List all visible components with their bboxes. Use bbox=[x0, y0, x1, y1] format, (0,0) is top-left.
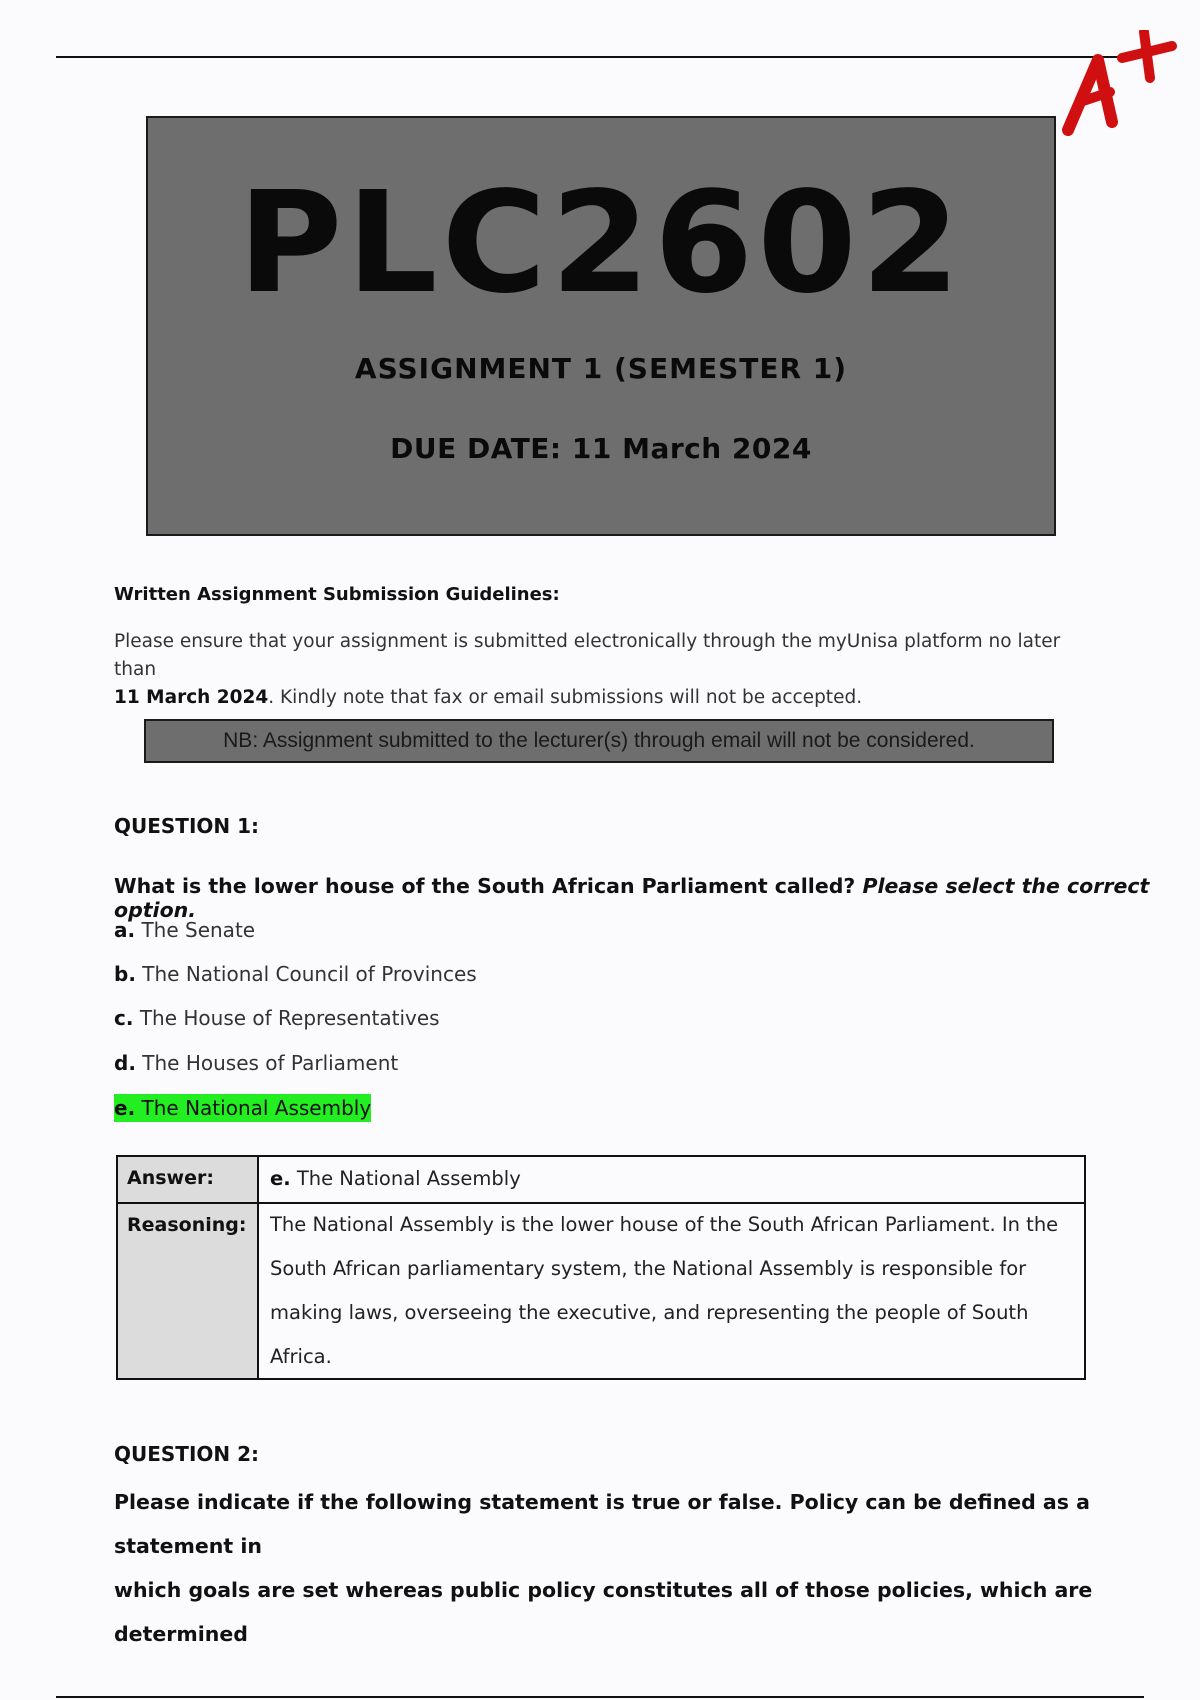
option-letter: b. bbox=[114, 962, 136, 986]
top-rule bbox=[56, 56, 1144, 58]
answer-table-label-column bbox=[118, 1157, 259, 1378]
option-text: The National Assembly bbox=[141, 1096, 372, 1120]
nb-notice: NB: Assignment submitted to the lecturer(s) through email will not be considered. bbox=[144, 719, 1054, 763]
option-c bbox=[114, 1006, 440, 1030]
course-code: PLC2602 bbox=[237, 162, 965, 325]
option-b bbox=[114, 962, 477, 986]
reasoning-line: The National Assembly is the lower house of the South African Parliament. In the bbox=[270, 1213, 1059, 1236]
option-letter: d. bbox=[114, 1051, 136, 1075]
option-a bbox=[114, 918, 255, 942]
assignment-title: ASSIGNMENT 1 (SEMESTER 1) bbox=[354, 352, 848, 385]
due-date: DUE DATE: 11 March 2024 bbox=[390, 432, 812, 465]
bottom-rule bbox=[56, 1696, 1144, 1698]
answer-text: The National Assembly bbox=[296, 1167, 521, 1190]
answer-letter: e. bbox=[270, 1167, 291, 1190]
guidelines-heading: Written Assignment Submission Guidelines: bbox=[114, 584, 560, 605]
answer-label: Answer: bbox=[127, 1167, 214, 1189]
guidelines-text-after: . Kindly note that fax or email submissions will not be accepted. bbox=[268, 687, 863, 708]
guidelines-date: 11 March 2024 bbox=[114, 687, 269, 708]
question-1-prompt bbox=[114, 874, 1200, 922]
question-2-prompt-line: Please indicate if the following statement is true or false. Policy can be defined as a statement in bbox=[114, 1490, 1090, 1558]
question-2-prompt bbox=[114, 1480, 1104, 1656]
guidelines-text bbox=[114, 628, 1094, 712]
option-text: The National Council of Provinces bbox=[142, 962, 477, 986]
question-2-label: QUESTION 2: bbox=[114, 1442, 260, 1466]
option-d bbox=[114, 1051, 398, 1075]
answer-value bbox=[270, 1157, 1070, 1201]
option-letter: c. bbox=[114, 1006, 134, 1030]
question-1-label: QUESTION 1: bbox=[114, 814, 260, 838]
question-1-prompt-text: What is the lower house of the South African Parliament called? bbox=[114, 874, 856, 898]
option-text: The Senate bbox=[141, 918, 256, 942]
reasoning-line: making laws, overseeing the executive, and representing the people of South bbox=[270, 1301, 1029, 1324]
guidelines-text-before: Please ensure that your assignment is submitted electronically through the myUnisa platform no later than bbox=[114, 631, 1061, 680]
reasoning-line: Africa. bbox=[270, 1345, 332, 1368]
reasoning-label: Reasoning: bbox=[127, 1214, 247, 1236]
reasoning-line: South African parliamentary system, the National Assembly is responsible for bbox=[270, 1257, 1027, 1280]
question-1-instruction: Please select the correct option. bbox=[114, 874, 1150, 922]
grade-stamp bbox=[1060, 30, 1190, 140]
question-2-prompt-line: which goals are set whereas public policy constitutes all of those policies, which are determined bbox=[114, 1578, 1093, 1646]
option-letter: e. bbox=[114, 1096, 136, 1120]
cover-box bbox=[146, 116, 1056, 536]
answer-table bbox=[116, 1155, 1086, 1380]
option-text: The Houses of Parliament bbox=[142, 1051, 399, 1075]
reasoning-value bbox=[270, 1203, 1070, 1379]
option-letter: a. bbox=[114, 918, 136, 942]
option-text: The House of Representatives bbox=[139, 1006, 440, 1030]
option-e-highlighted bbox=[114, 1094, 371, 1122]
